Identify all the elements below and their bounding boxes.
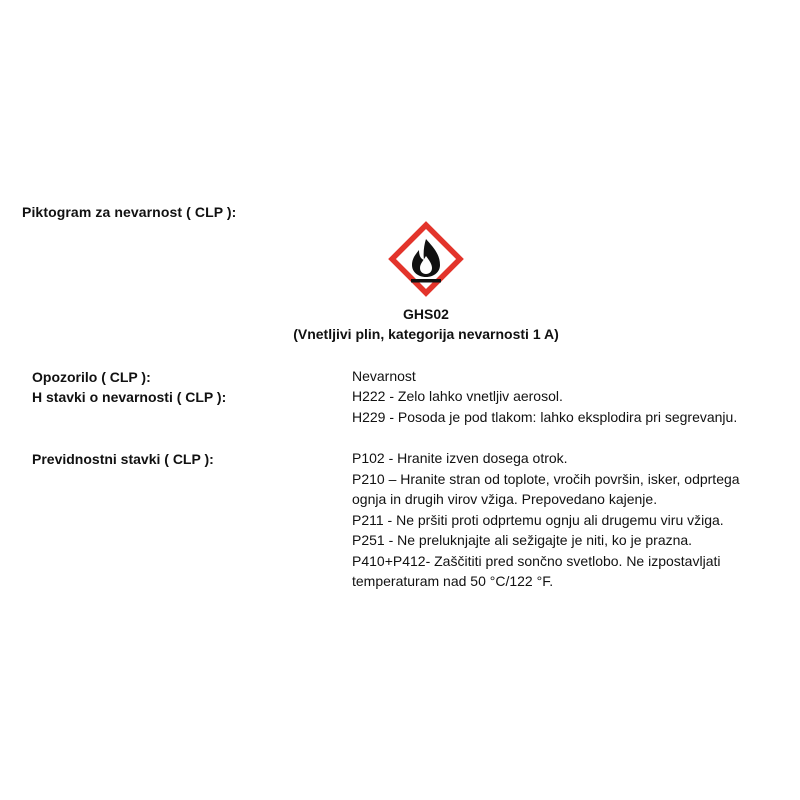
precautionary-line: P102 - Hranite izven dosega otrok. (352, 450, 568, 466)
precautionary-line: P210 – Hranite stran od toplote, vročih površin, isker, odprtega (352, 470, 740, 487)
ghs-code: GHS02 (403, 306, 449, 322)
flame-icon (386, 219, 466, 299)
precautionary-line: P251 - Ne preluknjajte ali sežigajte je niti, ko je prazna. (352, 532, 693, 548)
signal-word-text: Nevarnost (352, 368, 416, 384)
pictogram-heading: Piktogram za nevarnost ( CLP ): (22, 204, 237, 220)
flame-base-line (411, 279, 441, 283)
precautionary-statements-label: Previdnostni stavki ( CLP ): (32, 451, 214, 467)
signal-word-label: Opozorilo ( CLP ): (32, 369, 151, 385)
precautionary-line: P211 - Ne pršiti proti odprtemu ognju ali drugemu viru vžiga. (352, 511, 724, 528)
hazard-statements-list (352, 386, 792, 427)
precautionary-line: P410+P412- Zaščititi pred sončno svetlobo. Ne izpostavljati (352, 552, 721, 569)
precautionary-line: temperaturam nad 50 °C/122 °F. (352, 573, 554, 589)
hazard-statement: H222 - Zelo lahko vnetljiv aerosol. (352, 388, 563, 404)
ghs-description: (Vnetljivi plin, kategorija nevarnosti 1 A) (293, 326, 559, 342)
precautionary-line: ognja in drugih virov vžiga. Prepovedano kajenje. (352, 491, 658, 507)
hazard-statements-label: H stavki o nevarnosti ( CLP ): (32, 389, 227, 405)
hazard-statement: H229 - Posoda je pod tlakom: lahko eksplodira pri segrevanju. (352, 408, 738, 425)
signal-word-value (352, 366, 792, 387)
precautionary-statements-list (352, 448, 792, 592)
